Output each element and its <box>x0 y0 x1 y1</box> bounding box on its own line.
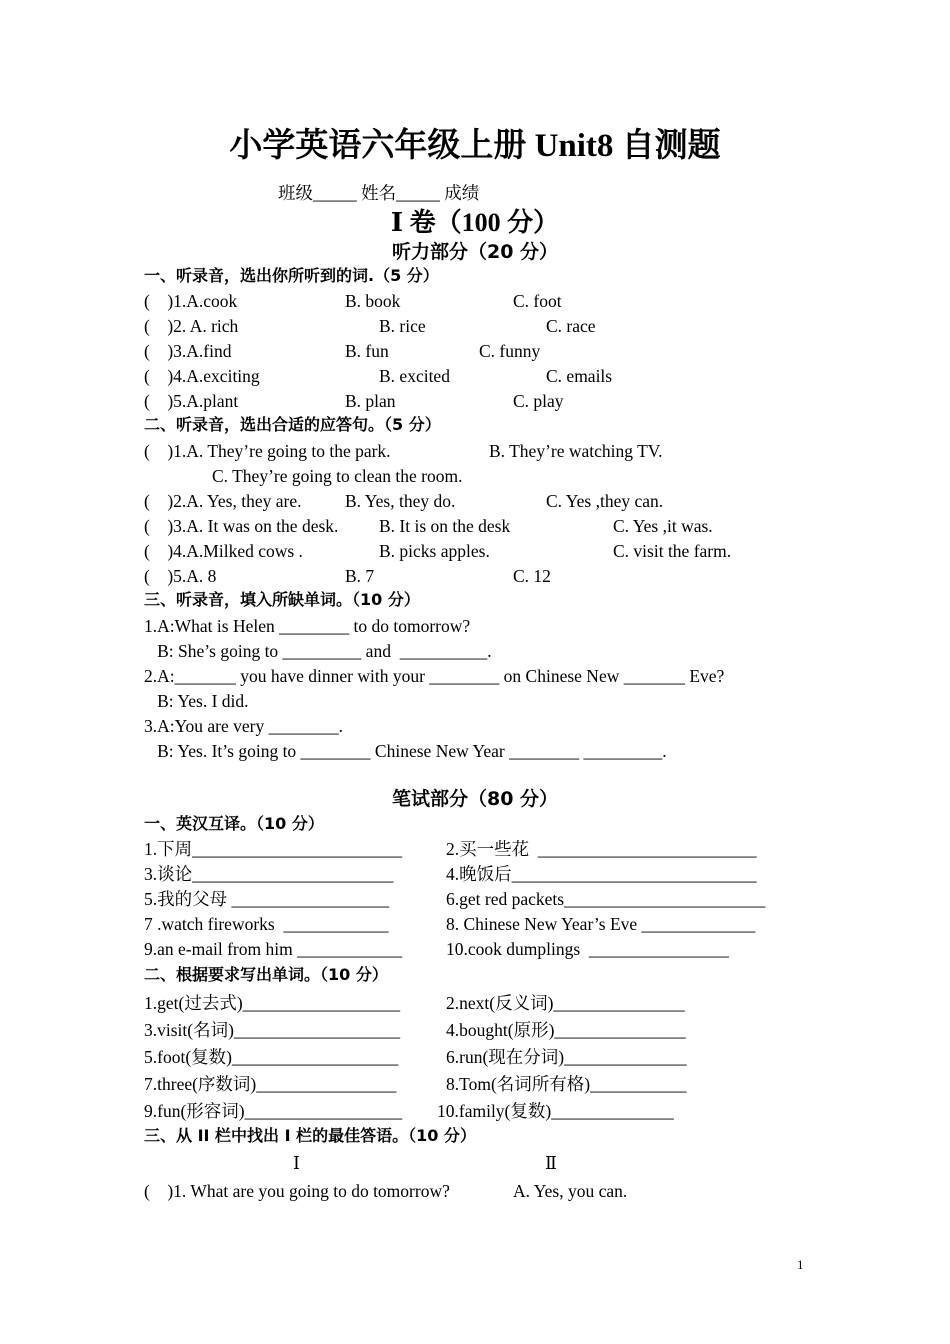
option-c: C. Yes ,they can. <box>546 491 664 511</box>
option-c: C. visit the farm. <box>613 541 732 561</box>
question-row: ( )3.A. It was on the desk. <box>144 516 339 536</box>
translation-left: 3.谈论_______________________ <box>144 864 394 884</box>
wordform-right: 6.run(现在分词)______________ <box>446 1047 687 1067</box>
column-two-label: Ⅱ <box>545 1153 557 1173</box>
option-b: B. rice <box>379 316 426 336</box>
option-c: C. foot <box>513 291 562 311</box>
option-c: C. play <box>513 391 564 411</box>
paper-heading: Ⅰ 卷（100 分） <box>390 208 560 237</box>
translation-right: 6.get red packets_______________________ <box>446 889 766 909</box>
question-row: ( )4.A.Milked cows . <box>144 541 303 561</box>
translation-right: 2.买一些花 _________________________ <box>446 839 757 859</box>
option-c: C. emails <box>546 366 613 386</box>
wordform-left: 7.three(序数词)________________ <box>144 1074 397 1094</box>
translation-right: 8. Chinese New Year’s Eve _____________ <box>446 914 756 934</box>
listening-part1-heading: 一、听录音，选出你所听到的词.（5 分） <box>144 266 439 285</box>
fill-line: B: She’s going to _________ and __________. <box>144 641 492 661</box>
wordform-right: 10.family(复数)______________ <box>437 1101 674 1121</box>
wordform-right: 2.next(反义词)_______________ <box>446 993 685 1013</box>
translation-right: 4.晚饭后____________________________ <box>446 864 757 884</box>
page-title: 小学英语六年级上册 Unit8 自测题 <box>229 128 721 164</box>
fill-line: 1.A:What is Helen ________ to do tomorrow? <box>144 616 471 636</box>
fill-line: 2.A:_______ you have dinner with your ________ on Chinese New _______ Eve? <box>144 666 725 686</box>
wordform-left: 9.fun(形容词)__________________ <box>144 1101 403 1121</box>
wordform-left: 3.visit(名词)___________________ <box>144 1020 401 1040</box>
translation-left: 7 .watch fireworks ____________ <box>144 914 389 934</box>
option-c: C. funny <box>479 341 541 361</box>
listening-heading: 听力部分（20 分） <box>391 241 559 263</box>
listening-part2-heading: 二、听录音，选出合适的应答句。（5 分） <box>144 415 441 434</box>
question-row: ( )1.A.cook <box>144 291 238 311</box>
question-row: ( )1.A. They’re going to the park. <box>144 441 391 461</box>
option-b: B. excited <box>379 366 450 386</box>
listening-part3-heading: 三、听录音，填入所缺单词。（10 分） <box>144 590 420 609</box>
option-c: C. They’re going to clean the room. <box>212 466 463 486</box>
question-row: ( )2. A. rich <box>144 316 239 336</box>
question-row: ( )3.A.find <box>144 341 232 361</box>
wordform-left: 5.foot(复数)___________________ <box>144 1047 399 1067</box>
option-b: B. book <box>345 291 401 311</box>
option-c: C. 12 <box>513 566 551 586</box>
option-b: B. plan <box>345 391 396 411</box>
wordform-left: 1.get(过去式)__________________ <box>144 993 401 1013</box>
fill-line: 3.A:You are very ________. <box>144 716 343 736</box>
translation-left: 5.我的父母 __________________ <box>144 889 389 909</box>
fill-line: B: Yes. I did. <box>144 691 249 711</box>
option-c: C. Yes ,it was. <box>613 516 713 536</box>
question-row: ( )2.A. Yes, they are. <box>144 491 302 511</box>
answer-option: A. Yes, you can. <box>513 1181 628 1201</box>
translation-left: 1.下周________________________ <box>144 839 403 859</box>
question-row: ( )5.A.plant <box>144 391 239 411</box>
writing-heading: 笔试部分（80 分） <box>391 788 559 810</box>
fill-line: B: Yes. It’s going to ________ Chinese New Year ________ _________. <box>144 741 667 761</box>
option-b: B. They’re watching TV. <box>489 441 663 461</box>
option-b: B. picks apples. <box>379 541 490 561</box>
writing-part1-heading: 一、英汉互译。（10 分） <box>144 814 324 833</box>
page-number: 1 <box>797 1257 804 1272</box>
option-b: B. Yes, they do. <box>345 491 456 511</box>
wordform-right: 8.Tom(名词所有格)___________ <box>446 1074 687 1094</box>
translation-right: 10.cook dumplings ________________ <box>446 939 729 959</box>
option-b: B. fun <box>345 341 389 361</box>
option-c: C. race <box>546 316 596 336</box>
option-b: B. 7 <box>345 566 375 586</box>
question-row: ( )5.A. 8 <box>144 566 217 586</box>
wordform-right: 4.bought(原形)_______________ <box>446 1020 686 1040</box>
option-b: B. It is on the desk <box>379 516 511 536</box>
writing-part3-heading: 三、从 II 栏中找出 I 栏的最佳答语。（10 分） <box>144 1126 476 1145</box>
translation-left: 9.an e-mail from him ____________ <box>144 939 403 959</box>
question-row: ( )1. What are you going to do tomorrow? <box>144 1181 450 1201</box>
question-row: ( )4.A.exciting <box>144 366 260 386</box>
column-one-label: Ⅰ <box>293 1153 300 1173</box>
writing-part2-heading: 二、根据要求写出单词。（10 分） <box>144 965 388 984</box>
student-info-line: 班级_____ 姓名_____ 成绩 <box>278 183 480 203</box>
